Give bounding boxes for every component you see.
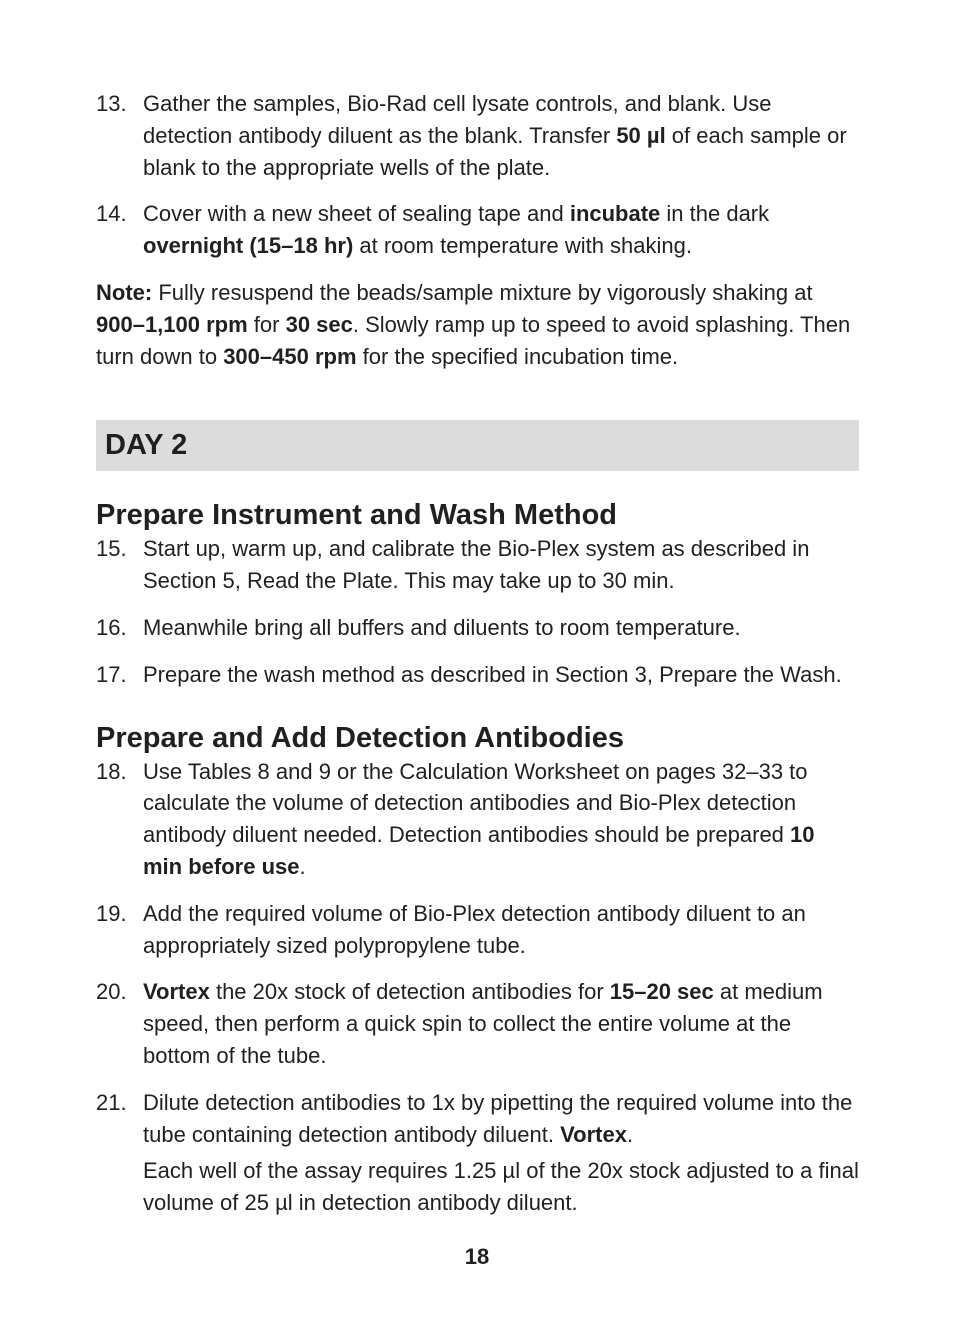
page-number: 18 [464, 1244, 490, 1269]
step-15 [96, 533, 859, 597]
note-label: Note: [96, 279, 153, 305]
step-14 [96, 198, 859, 262]
step-text: Start up, warm up, and calibrate the Bio-Plex system as described in Section 5, Read the Plate. This may take up to 30 min. [143, 536, 810, 594]
step-18 [96, 756, 859, 883]
step-number: 17. [96, 661, 127, 687]
step-text: Add the required volume of Bio-Plex detection antibody diluent to an appropriately sized polypropylene tube. [143, 900, 806, 958]
document-page [96, 88, 859, 1234]
step-number: 13. [96, 91, 127, 116]
step-text: Meanwhile bring all buffers and diluents to room temperature. [143, 614, 741, 640]
step-text: Vortex the 20x stock of detection antibodies for 15–20 sec at medium speed, then perform a quick spin to collect the entire volume at the bottom of the tube. [143, 979, 823, 1068]
step-number: 16. [96, 614, 127, 640]
step-extra-text: Each well of the assay requires 1.25 µl of the 20x stock adjusted to a final volume of 25 µl in detection antibody diluent. [143, 1158, 859, 1216]
day-2-banner: DAY 2 [96, 420, 859, 471]
step-number: 18. [96, 758, 127, 784]
step-21 [96, 1087, 859, 1219]
step-19 [96, 898, 859, 962]
step-20 [96, 976, 859, 1071]
step-16 [96, 612, 859, 644]
step-text: Prepare the wash method as described in Section 3, Prepare the Wash. [143, 661, 842, 687]
note-paragraph: Note: Fully resuspend the beads/sample mixture by vigorously shaking at 900–1,100 rpm for 30 sec. Slowly ramp up to speed to avoid splashing. Then turn down to 300–450 rpm for the specified incubation time. [96, 279, 851, 369]
section-heading-detection-antibodies: Prepare and Add Detection Antibodies [96, 721, 624, 754]
step-13 [96, 88, 859, 183]
step-number: 20. [96, 979, 127, 1005]
step-text: Cover with a new sheet of sealing tape and incubate in the dark overnight (15–18 hr) at room temperature with shaking. [143, 201, 770, 259]
step-number: 15. [96, 536, 127, 562]
section-heading-instrument: Prepare Instrument and Wash Method [96, 499, 617, 532]
step-text: Gather the samples, Bio-Rad cell lysate controls, and blank. Use detection antibody diluent as the blank. Transfer 50 µl of each sample or blank to the appropriate wells of the plate. [143, 91, 847, 180]
step-number: 19. [96, 900, 127, 926]
step-text: Use Tables 8 and 9 or the Calculation Worksheet on pages 32–33 to calculate the volume of detection antibodies and Bio-Plex detection antibody diluent needed. Detection antibodies should be prepared 10 min before use. [143, 758, 815, 879]
step-17 [96, 659, 859, 691]
step-number: 14. [96, 201, 127, 227]
step-number: 21. [96, 1089, 127, 1115]
step-text: Dilute detection antibodies to 1x by pipetting the required volume into the tube containing detection antibody diluent. Vortex. [143, 1089, 853, 1147]
